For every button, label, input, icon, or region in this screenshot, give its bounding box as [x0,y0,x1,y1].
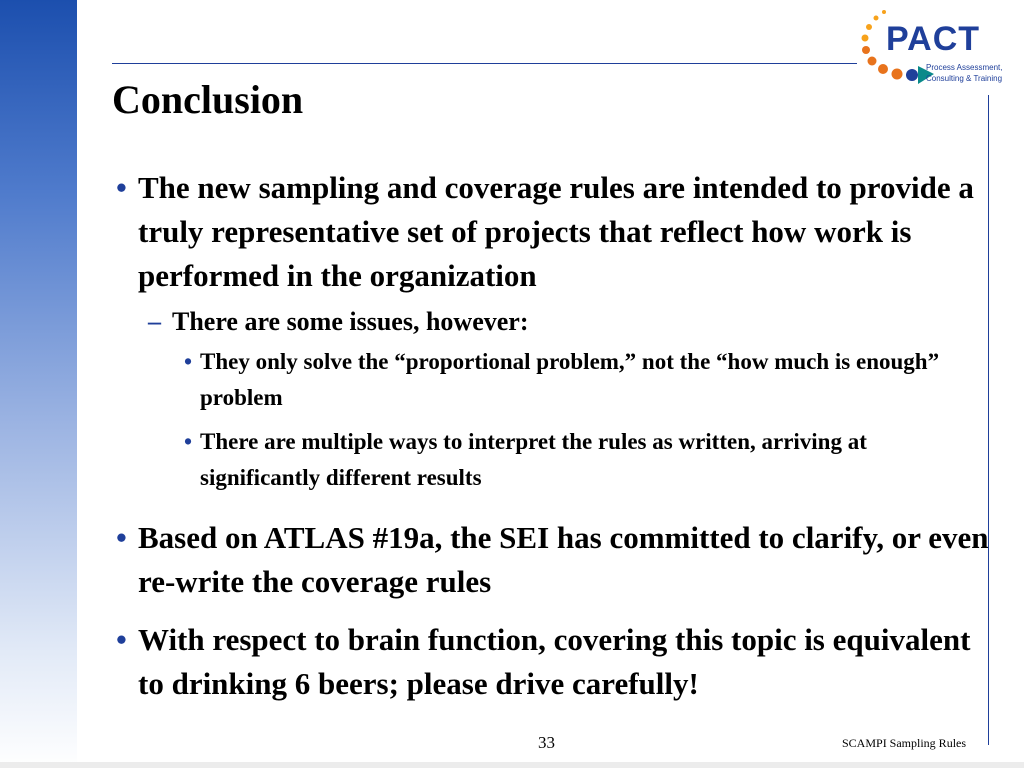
logo-tagline-line2: Consulting & Training [926,74,1003,83]
slide-content [112,166,992,720]
sub-sub-bullet-item [180,344,992,416]
bullet-dot-icon: • [116,170,127,205]
bullet-text: With respect to brain function, covering this topic is equivalent to drinking 6 beers; please drive carefully! [138,622,971,701]
sub-bullet-text: There are some issues, however: [172,307,529,336]
title-rule [112,63,857,64]
bullet-dot-icon: • [116,622,127,657]
sub-bullet-item [146,302,992,342]
page-number: 33 [538,733,555,752]
bullet-item [112,166,992,298]
sub-sub-bullet-item [180,424,992,496]
bullet-dot-icon: • [184,429,193,454]
pact-logo-icon [856,8,1024,96]
bullet-text: The new sampling and coverage rules are intended to provide a truly representative set of projects that reflect how work is performed in the organization [138,170,974,293]
footer-text: SCAMPI Sampling Rules [842,736,967,750]
sub-sub-bullet-text: They only solve the “proportional problem,” not the “how much is enough” problem [200,349,940,410]
bullet-item [112,618,992,706]
bottom-band [0,762,1024,768]
bullet-dot-icon: • [184,349,193,374]
dash-icon: – [148,307,161,336]
bullet-item [112,516,992,604]
bullet-text: Based on ATLAS #19a, the SEI has committed to clarify, or even re-write the coverage rules [138,520,989,599]
slide-sidebar-gradient [0,0,77,768]
sub-sub-bullet-text: There are multiple ways to interpret the rules as written, arriving at significantly different results [200,429,867,490]
logo-tagline-line1: Process Assessment, [926,63,1003,72]
logo-wordmark: PACT [886,20,981,58]
slide-title: Conclusion [112,77,304,122]
bullet-dot-icon: • [116,520,127,555]
